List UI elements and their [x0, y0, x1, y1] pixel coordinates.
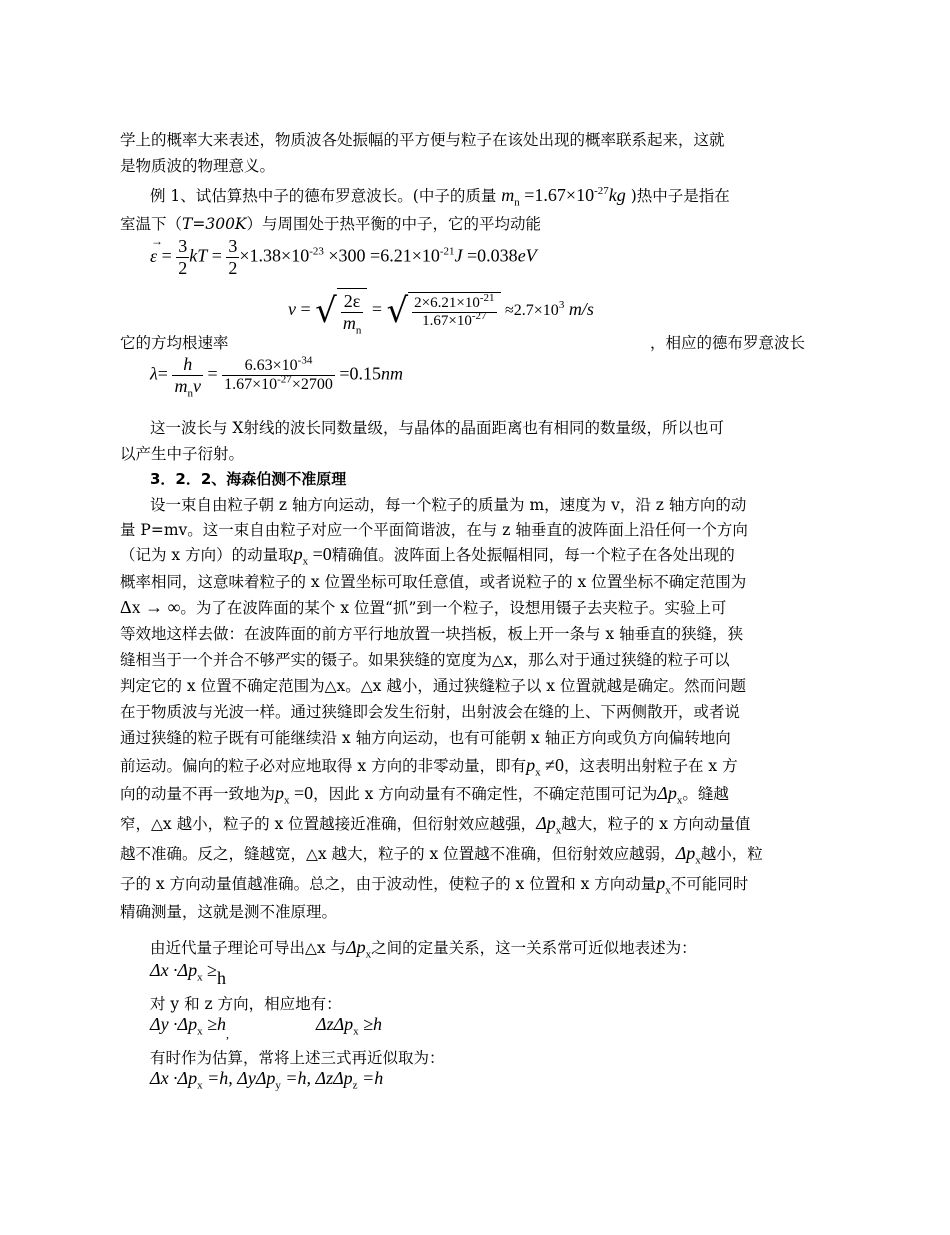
paragraph-line: 学上的概率大来表述，物质波各处振幅的平方便与粒子在该处出现的概率联系起来，这就: [120, 131, 725, 149]
body-line: 量 P=mv。这一束自由粒子对应一个平面简谐波，在与 z 轴垂直的波阵面上沿任何一个方向: [120, 521, 748, 539]
body-line: 向的动量不再一致地为$p_x =0$，因此 x 方向动量有不确定性，不确定范围可记为$\Delta p_x$。缝越: [120, 783, 729, 807]
body-line: 精确测量，这就是测不准原理。: [120, 903, 338, 921]
uncertainty-equation-3: ΔzΔp$_x$ ≥h: [316, 1014, 383, 1038]
body-line: 窄，△x 越小，粒子的 x 位置越接近准确，但衍射效应越强，$\Delta p_x$越大，粒子的 x 方向动量值: [120, 813, 751, 837]
body-line: 子的 x 方向动量值越准确。总之，由于波动性，使粒子的 x 位置和 x 方向动量$p_x$不可能同时: [120, 873, 749, 897]
body-line: （记为 x 方向）的动量取$p_x =0$精确值。波阵面上各处振幅相同，每一个粒子在各处出现的: [120, 544, 735, 568]
uncertainty-equation-4: $\Delta x \cdot\Delta p_x =h$, ΔyΔp$_y$ =h, ΔzΔp$_z$ =h: [150, 1068, 384, 1092]
example-intro: 例 1、试估算热中子的德布罗意波长。(中子的质量 $m_n =1.67\times 10^{-27}kg$ )热中子是指在: [150, 185, 730, 209]
yz-label: 对 y 和 z 方向，相应地有：: [150, 995, 342, 1013]
velocity-equation: v = √ $\frac{2\varepsilon}{m_n}$ = √ $\frac{2\times 6.21\times 10^{-21}}{1.67\times 10^{-27}}$ $\approx 2.7\times 10^3$ m/s: [288, 288, 594, 334]
uncertainty-equation-1: $\Delta x \cdot\Delta p_x \ge h$: [150, 960, 227, 988]
example-line-2: 室温下（T=300K）与周围处于热平衡的中子，它的平均动能: [120, 215, 542, 233]
body-line: 设一束自由粒子朝 z 轴方向运动，每一个粒子的质量为 m，速度为 v，沿 z 轴方向的动: [150, 496, 747, 514]
body-line: 概率相同，这意味着粒子的 x 位置坐标可取任意值，或者说粒子的 x 位置坐标不确定范围为: [120, 573, 747, 591]
section-title: 3．2．2、海森伯测不准原理: [150, 470, 347, 488]
wavelength-label: ，相应的德布罗意波长: [650, 334, 806, 352]
uncertainty-equation-2: $\Delta y \cdot\Delta p_x \ge h_,$: [150, 1014, 230, 1041]
rms-label: 它的方均根速率: [120, 334, 229, 352]
body-line: 判定它的 x 位置不确定范围为△x。△x 越小，通过狭缝粒子以 x 位置就越是确定。然而问题: [120, 677, 746, 695]
body-line: 前运动。偏向的粒子必对应地取得 x 方向的非零动量，即有$p_x \ne 0$，这表明出射粒子在 x 方: [120, 755, 738, 779]
paragraph-line: 是物质波的物理意义。: [120, 157, 276, 175]
body-line: 通过狭缝的粒子既有可能继续沿 x 轴方向运动，也有可能朝 x 轴正方向或负方向偏转地向: [120, 729, 731, 747]
energy-equation: → ε = $\frac{3}{2}$ kT = $\frac{3}{2}$ $\times 1.38\times 10^{-23} \times 300 =6.21\times 10^{-21}J =0.038eV$: [150, 233, 537, 278]
paragraph-line: 这一波长与 X射线的波长同数量级，与晶体的晶面距离也有相同的数量级，所以也可: [150, 419, 724, 437]
body-line: 缝相当于一个并合不够严实的镊子。如果狭缝的宽度为△x，那么对于通过狭缝的粒子可以: [120, 651, 730, 669]
relations-intro: 由近代量子理论可导出△x 与$\Delta p_x$之间的定量关系，这一关系常可近似地表述为：: [150, 937, 697, 961]
wavelength-equation: λ= $\frac{h}{m_nv}$ = $\frac{6.63\times 10^{-34}}{1.67\times 10^{-27}\times 2700}$ =0.15nm: [150, 354, 403, 400]
body-line: 在于物质波与光波一样。通过狭缝即会发生衍射，出射波会在缝的上、下两侧散开，或者说: [120, 703, 741, 721]
paragraph-line: 以产生中子衍射。: [120, 445, 245, 463]
body-line: 越不准确。反之，缝越宽，△x 越大，粒子的 x 位置越不准确，但衍射效应越弱，$\Delta p_x$越小，粒: [120, 843, 763, 867]
approx-label: 有时作为估算，常将上述三式再近似取为：: [150, 1049, 445, 1067]
body-line: 等效地这样去做：在波阵面的前方平行地放置一块挡板，板上开一条与 x 轴垂直的狭缝，狭: [120, 625, 744, 643]
body-line: Δx → ∞。为了在波阵面的某个 x 位置“抓”到一个粒子，设想用镊子去夹粒子。实验上可: [120, 597, 727, 617]
